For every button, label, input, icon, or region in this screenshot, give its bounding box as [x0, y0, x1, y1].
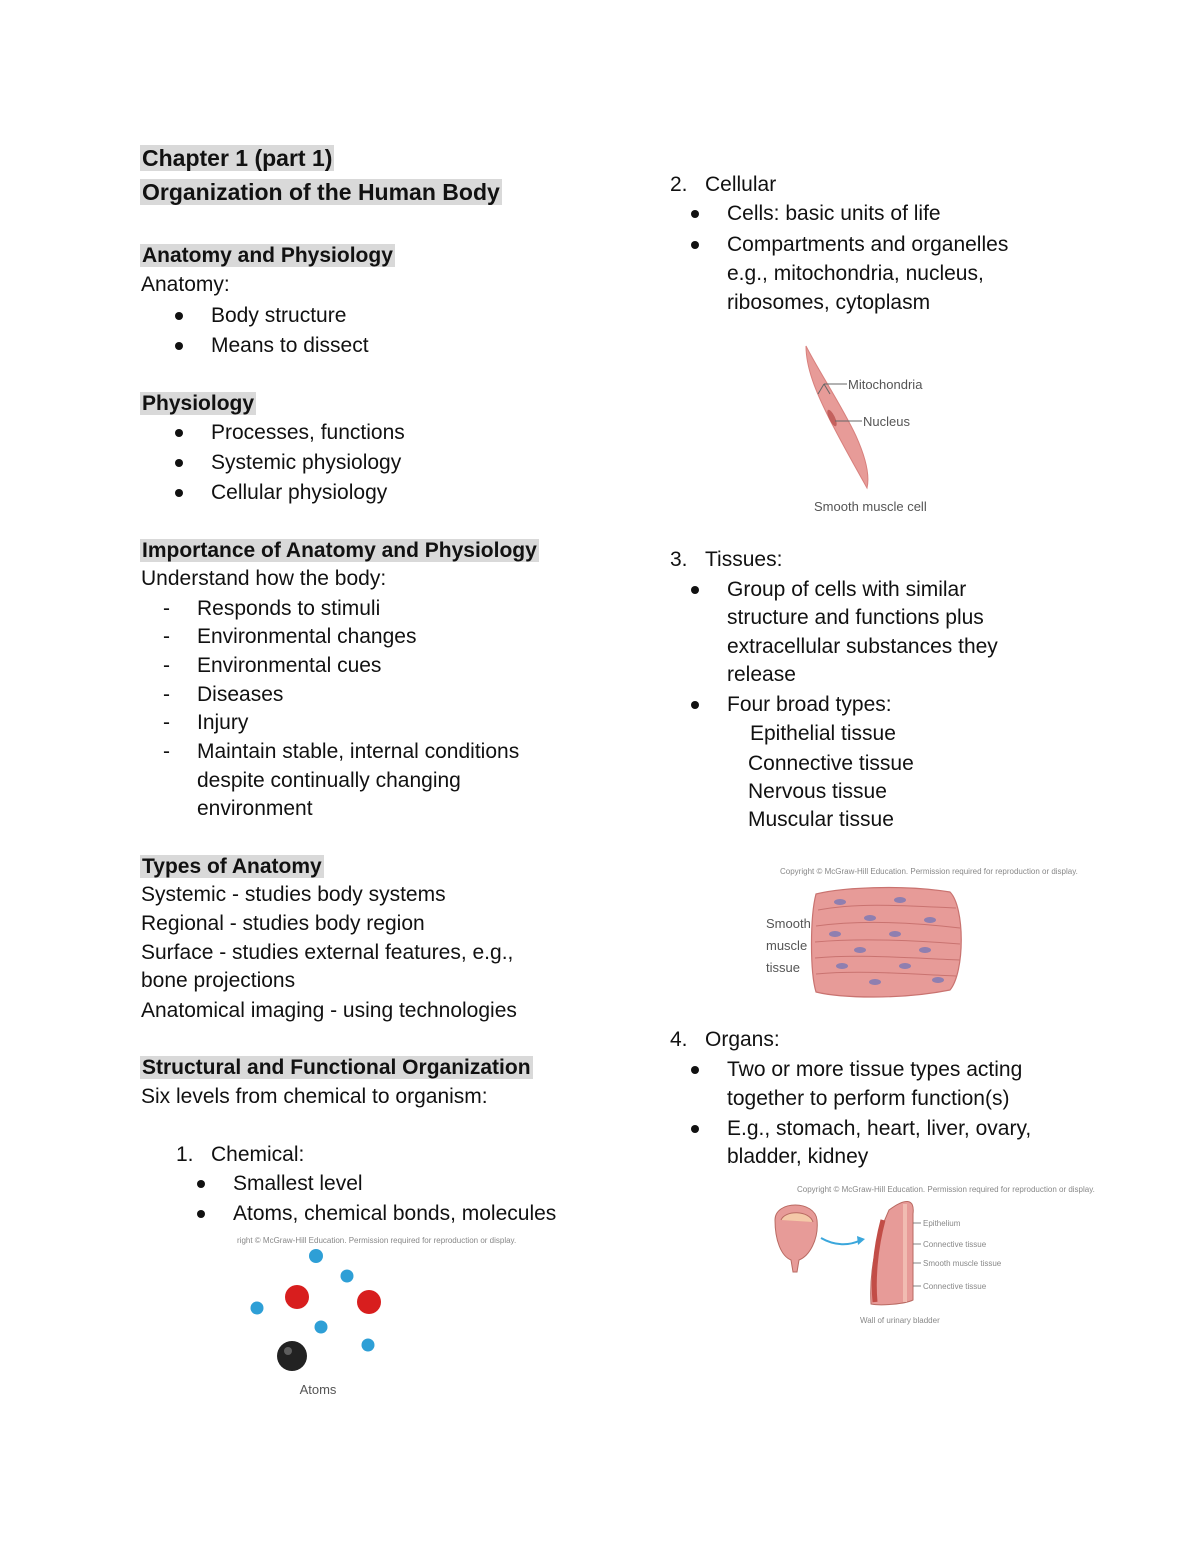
list-item: Group of cells with similar [727, 575, 966, 604]
anatomy-type-line: Surface - studies external features, e.g., [141, 941, 514, 964]
list-item-continued: e.g., mitochondria, nucleus, [727, 262, 984, 285]
organ-label: Epithelium [923, 1219, 961, 1228]
atom-blue-icon [315, 1321, 328, 1334]
level-number: 3. [670, 548, 688, 571]
anatomy-type-line: bone projections [141, 969, 296, 992]
tissue-caption-line: Smooth [766, 916, 811, 931]
list-item-continued: extracellular substances they [727, 635, 998, 658]
list-item: - Responds to stimuli [197, 594, 380, 623]
tissue-type: Connective tissue [748, 752, 914, 775]
list-item-continued: despite continually changing [197, 769, 461, 792]
chapter-subtitle: Organization of the Human Body [142, 179, 500, 205]
heading-importance: Importance of Anatomy and Physiology [142, 539, 537, 562]
heading-physiology: Physiology [142, 392, 255, 415]
atoms-caption: Atoms [299, 1382, 337, 1397]
list-item: - Diseases [197, 680, 283, 709]
list-item: Processes, functions [211, 418, 405, 447]
importance-intro: Understand how the body: [141, 567, 387, 590]
level-number: 1. [176, 1143, 194, 1166]
organ-caption: Wall of urinary bladder [860, 1316, 940, 1325]
tissue-caption-line: tissue [766, 960, 800, 975]
level-label-cellular: Cellular [705, 173, 777, 196]
atom-red-icon [357, 1290, 381, 1314]
list-item: Two or more tissue types acting [727, 1055, 1022, 1084]
list-item: E.g., stomach, heart, liver, ovary, [727, 1114, 1031, 1143]
list-item: Four broad types: [727, 690, 892, 719]
atom-blue-icon [341, 1270, 354, 1283]
atoms-figure [225, 1232, 517, 1407]
list-item: Compartments and organelles [727, 230, 1008, 259]
list-item-continued: structure and functions plus [727, 606, 984, 629]
atom-red-icon [285, 1285, 309, 1309]
tissue-type: Muscular tissue [748, 808, 894, 831]
tissue-caption-line: muscle [766, 938, 808, 953]
atom-black-icon [277, 1341, 307, 1371]
list-item: - Environmental changes [197, 622, 416, 651]
list-item-continued: release [727, 663, 796, 686]
list-item-continued: bladder, kidney [727, 1145, 869, 1168]
organ-label: Connective tissue [923, 1240, 987, 1249]
tissue-copyright: Copyright © McGraw-Hill Education. Permission required for reproduction or display. [780, 867, 1078, 876]
heading-structural-organization: Structural and Functional Organization [142, 1056, 531, 1079]
heading-anatomy-physiology: Anatomy and Physiology [142, 244, 393, 267]
cell-caption: Smooth muscle cell [814, 499, 927, 514]
list-item-continued: environment [197, 797, 313, 820]
bladder-wall-figure [765, 1180, 1095, 1330]
tissue-type: Epithelial tissue [750, 722, 896, 745]
anatomy-type-line: Systemic - studies body systems [141, 883, 446, 906]
list-item: Atoms, chemical bonds, molecules [233, 1199, 556, 1228]
list-item-continued: together to perform function(s) [727, 1087, 1010, 1110]
anatomy-type-line: Anatomical imaging - using technologies [141, 999, 517, 1022]
list-item: - Maintain stable, internal conditions [197, 737, 519, 766]
list-item-continued: ribosomes, cytoplasm [727, 291, 931, 314]
level-label-tissues: Tissues: [705, 548, 783, 571]
smooth-muscle-tissue-figure [760, 862, 1078, 1007]
organ-label: Smooth muscle tissue [923, 1259, 1002, 1268]
list-item: Cells: basic units of life [727, 199, 941, 228]
levels-intro: Six levels from chemical to organism: [141, 1085, 488, 1108]
list-item: Systemic physiology [211, 448, 401, 477]
nucleus-label: Nucleus [863, 414, 910, 429]
chapter-title: Chapter 1 (part 1) [142, 145, 333, 171]
muscle-cell-shape [806, 346, 868, 488]
list-item: Cellular physiology [211, 478, 387, 507]
list-item: Means to dissect [211, 331, 369, 360]
anatomy-type-line: Regional - studies body region [141, 912, 425, 935]
list-item: - Injury [197, 708, 248, 737]
level-number: 4. [670, 1028, 688, 1051]
level-label-organs: Organs: [705, 1028, 780, 1051]
list-item: - Environmental cues [197, 651, 381, 680]
level-label-chemical: Chemical: [211, 1143, 305, 1166]
anatomy-label: Anatomy: [141, 273, 230, 296]
mitochondria-label: Mitochondria [848, 377, 923, 392]
list-item: Body structure [211, 301, 346, 330]
atom-blue-icon [309, 1249, 323, 1263]
heading-types-of-anatomy: Types of Anatomy [142, 855, 322, 878]
level-number: 2. [670, 173, 688, 196]
organ-label: Connective tissue [923, 1282, 987, 1291]
organ-copyright: Copyright © McGraw-Hill Education. Permission required for reproduction or display. [797, 1185, 1095, 1194]
tissue-type: Nervous tissue [748, 780, 887, 803]
atom-blue-icon [362, 1339, 375, 1352]
smooth-muscle-cell-figure [790, 340, 960, 520]
list-item: Smallest level [233, 1169, 363, 1198]
atoms-copyright: right © McGraw-Hill Education. Permission required for reproduction or display. [237, 1236, 517, 1245]
atom-blue-icon [251, 1302, 264, 1315]
